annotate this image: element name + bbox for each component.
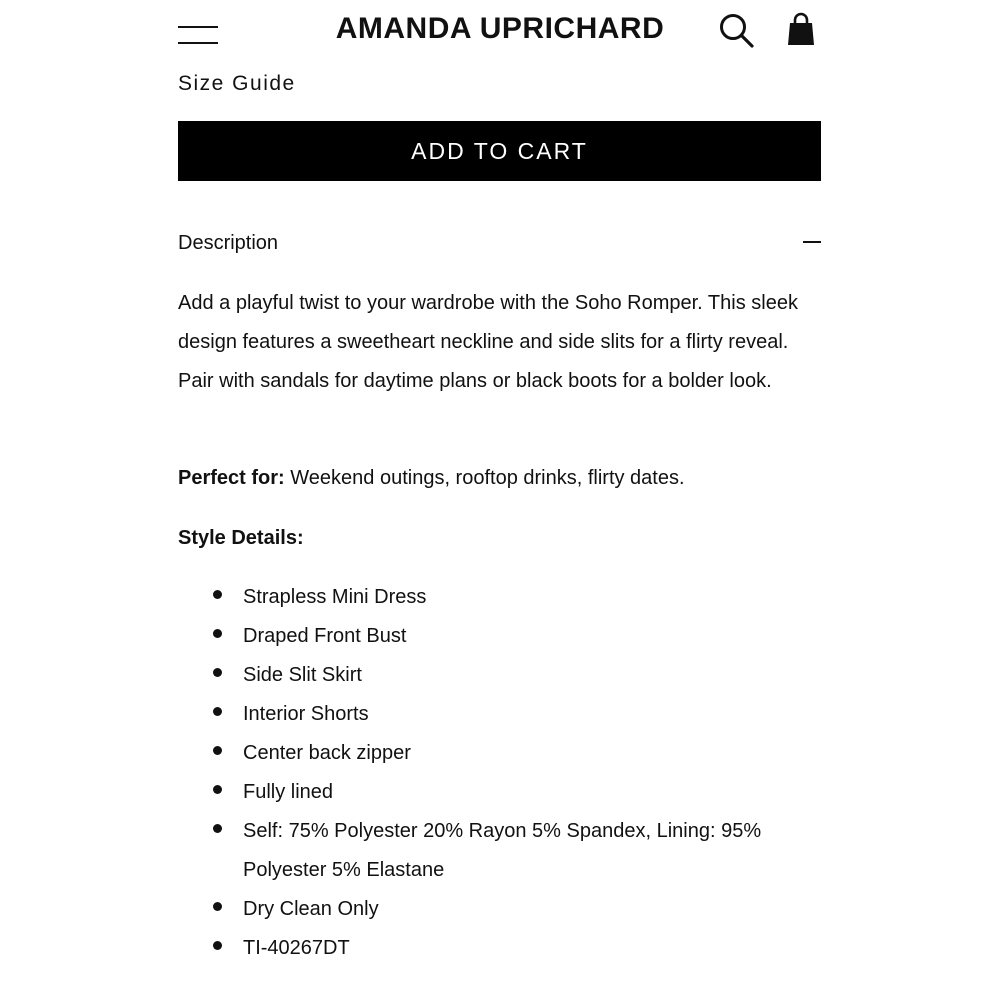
style-detail-text: Strapless Mini Dress <box>243 586 427 608</box>
perfect-for-line <box>178 461 828 495</box>
style-detail-text: Center back zipper <box>243 742 411 764</box>
bullet-icon <box>213 668 222 677</box>
menu-bar-top <box>178 26 218 28</box>
bullet-icon <box>213 824 222 833</box>
style-detail-text: Draped Front Bust <box>243 625 407 647</box>
style-detail-item <box>178 773 828 812</box>
style-detail-text: Dry Clean Only <box>243 898 379 920</box>
style-detail-item <box>178 734 828 773</box>
description-body: Add a playful twist to your wardrobe with the Soho Romper. This sleek design features a sweetheart neckline and side slits for a flirty reveal. Pair with sandals for daytime plans or black boots for a bolder look. <box>178 292 798 392</box>
add-to-cart-button[interactable]: ADD TO CART <box>178 121 821 181</box>
perfect-for-label: Perfect for: <box>178 467 285 489</box>
style-detail-item <box>178 617 828 656</box>
menu-bar-bottom <box>178 42 218 44</box>
style-detail-item <box>178 929 828 968</box>
hamburger-menu-icon[interactable] <box>178 24 218 46</box>
bullet-icon <box>213 902 222 911</box>
minus-icon[interactable] <box>803 241 821 243</box>
bullet-icon <box>213 629 222 638</box>
style-detail-item <box>178 890 828 929</box>
style-detail-text: Self: 75% Polyester 20% Rayon 5% Spandex, Lining: 95% Polyester 5% Elastane <box>243 820 762 881</box>
style-detail-item <box>178 656 828 695</box>
search-icon[interactable] <box>718 12 756 50</box>
bullet-icon <box>213 707 222 716</box>
size-guide-link[interactable]: Size Guide <box>178 72 296 95</box>
style-details-title: Style Details: <box>178 527 304 549</box>
style-detail-item <box>178 695 828 734</box>
site-header <box>0 0 1000 68</box>
shopping-bag-icon[interactable] <box>786 12 816 48</box>
style-detail-text: Fully lined <box>243 781 334 803</box>
style-detail-text: TI-40267DT <box>243 937 350 959</box>
style-detail-item <box>178 812 828 890</box>
description-accordion-header[interactable] <box>178 230 821 264</box>
perfect-for-text: Weekend outings, rooftop drinks, flirty dates. <box>284 467 685 489</box>
style-details-list <box>178 578 828 968</box>
style-detail-text: Interior Shorts <box>243 703 369 725</box>
style-detail-item <box>178 578 828 617</box>
bullet-icon <box>213 941 222 950</box>
bullet-icon <box>213 746 222 755</box>
brand-logo[interactable]: AMANDA UPRICHARD <box>335 12 665 45</box>
bullet-icon <box>213 785 222 794</box>
style-detail-text: Side Slit Skirt <box>243 664 362 686</box>
description-title: Description <box>178 232 279 254</box>
bullet-icon <box>213 590 222 599</box>
